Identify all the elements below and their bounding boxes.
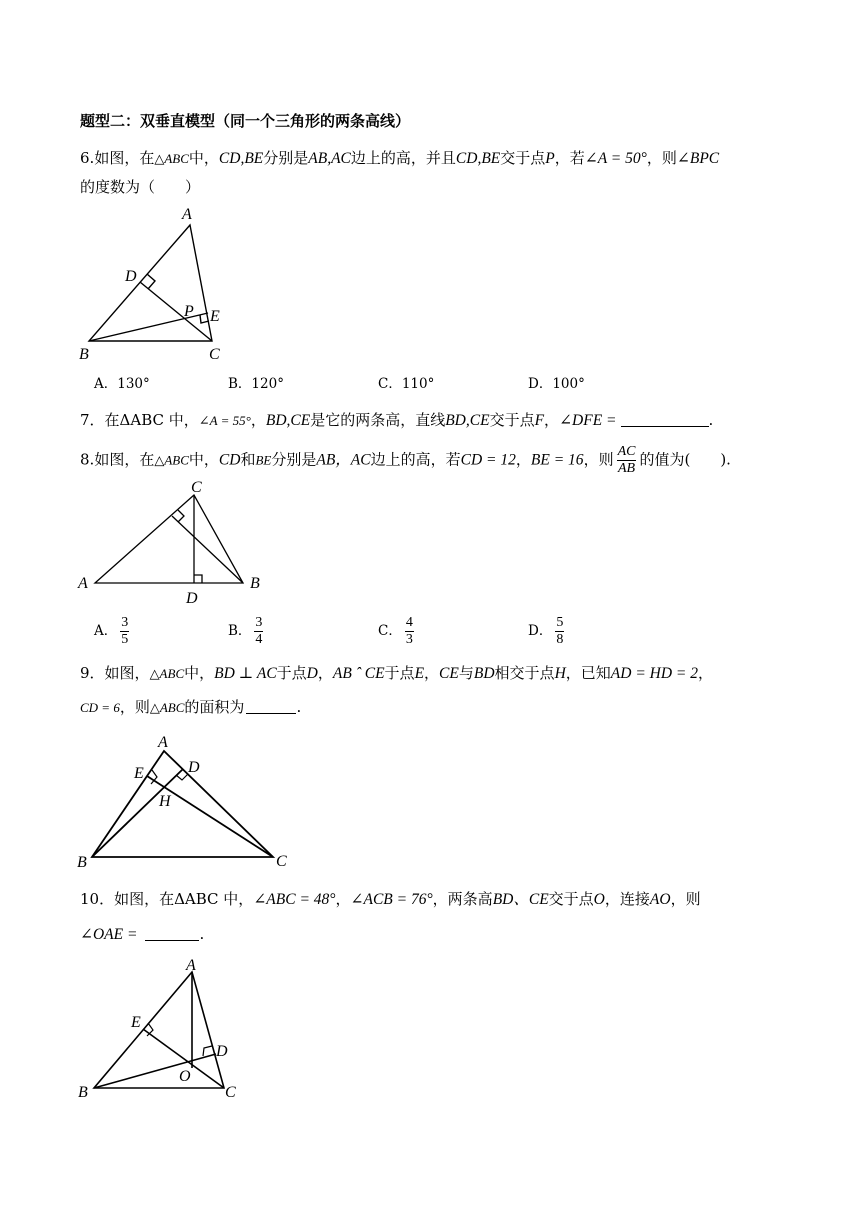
q6-number: 6. (80, 149, 95, 167)
q6-option-c[interactable]: C．110° (378, 376, 435, 392)
q10-text: ，两条高 (432, 890, 493, 908)
q9-math: CE (439, 665, 459, 682)
q10-math: BD、CE (492, 891, 549, 908)
q7-asked-angle: ∠DFE = (559, 412, 617, 429)
q10-end: . (199, 925, 205, 943)
q8-math: AB，AC (316, 451, 371, 469)
q8-text: 如图，在 (94, 450, 155, 469)
q7-number: 7． (80, 411, 105, 429)
q6-text: 交于点 (500, 149, 546, 167)
q9-text: ， (698, 664, 714, 682)
q8-option-c-label: C． (378, 623, 402, 639)
fig10-label-d: D (216, 1043, 228, 1060)
fig8-label-b: B (250, 575, 260, 592)
q10-math: AO (649, 891, 671, 908)
q6-triangle: △ABC (154, 151, 189, 166)
q10-condition-acb: ∠ACB = 76° (350, 891, 433, 908)
q9-triangle: △ABC (149, 666, 185, 681)
q6-math: AB,AC (308, 150, 351, 167)
q9-triangle: △ABC (149, 700, 185, 715)
q9-text: ， (317, 664, 333, 682)
q9-text: 于点 (276, 664, 307, 682)
q7-text: ， (250, 411, 266, 429)
fig8-label-a: A (78, 575, 88, 592)
q8-condition-be: BE = 16 (530, 451, 584, 469)
q10-math: O (593, 891, 605, 908)
q8-text: 中， (188, 450, 219, 469)
q8-math: BE (255, 452, 272, 468)
fig10-label-e: E (131, 1014, 141, 1031)
q9-text: ， (424, 664, 440, 682)
q6-text: 中， (188, 149, 219, 167)
q9-end: . (296, 698, 302, 716)
q9-math: E (414, 665, 425, 682)
fig8-label-c: C (191, 479, 202, 496)
q10-condition-abc: ∠ABC = 48° (253, 891, 336, 908)
q10-text: ，则 (670, 890, 701, 908)
q8-text: 边上的高，若 (370, 450, 461, 469)
q9-text: 相交于点 (494, 664, 555, 682)
q6-math: CD,BE (455, 150, 501, 167)
q8-text: ，则 (583, 450, 614, 469)
fig10-right-angle-d (203, 1046, 212, 1056)
q8-option-d-den: 8 (556, 632, 564, 647)
q8-text: 的值为( ). (639, 450, 731, 469)
q8-ratio-denominator: AB (617, 461, 636, 476)
q9-perp-bd: BD ⊥ AC (214, 665, 277, 682)
q8-option-c-den: 3 (405, 632, 413, 647)
q8-option-d-num: 5 (556, 615, 564, 630)
fig9-label-d: D (188, 759, 200, 776)
fig8-label-d: D (186, 590, 198, 607)
q7-text: 交于点 (489, 411, 535, 429)
fig6-label-p: P (184, 303, 194, 320)
q6-asked-angle: ∠BPC (676, 150, 720, 167)
fig9-label-c: C (276, 853, 287, 870)
q9-number: 9． (80, 664, 105, 682)
q6-option-a[interactable]: A．130° (94, 376, 150, 392)
fig10-label-c: C (225, 1084, 236, 1101)
fig6-label-d: D (125, 268, 137, 285)
q8-text: 分别是 (271, 450, 317, 469)
q8-text: ， (515, 450, 531, 469)
q9-text: 的面积为 (184, 698, 245, 716)
q6-text: 如图，在 (94, 149, 155, 167)
fig6-label-c: C (209, 346, 220, 363)
fig6-label-b: B (79, 346, 89, 363)
q7-math: BD,CE (445, 412, 490, 429)
q8-text: 和 (240, 450, 256, 469)
q9-text: 如图， (104, 664, 150, 682)
q9-condition: AD = HD = 2 (610, 665, 698, 682)
question-6-line-2: 的度数为（ ） (80, 178, 201, 196)
q9-text: 于点 (384, 664, 415, 682)
q7-condition: ∠A = 55° (198, 413, 251, 428)
fig10-label-a: A (186, 957, 196, 974)
q8-option-c-num: 4 (405, 615, 413, 630)
fig9-label-b: B (77, 854, 87, 871)
q8-number: 8. (80, 450, 95, 469)
q6-math: CD,BE (218, 150, 264, 167)
q9-text: 中， (184, 664, 215, 682)
q8-option-b-num: 3 (255, 615, 263, 630)
section-title: 题型二：双垂直模型（同一个三角形的两条高线） (80, 112, 411, 130)
q8-option-d-label: D． (528, 623, 553, 639)
q10-text: ．如图，在ΔABC 中， (99, 890, 254, 908)
q7-math: BD,CE (265, 412, 311, 429)
q7-end: . (708, 411, 714, 429)
q8-option-a-num: 3 (121, 615, 129, 630)
q6-math: P (545, 150, 555, 167)
fig6-label-a: A (182, 206, 192, 223)
q6-text: ，若 (554, 149, 585, 167)
q7-math: F (534, 412, 545, 429)
q10-text: 交于点 (548, 890, 594, 908)
q10-text: ，连接 (604, 890, 650, 908)
q9-text: ，已知 (565, 664, 611, 682)
q9-condition-cd: CD = 6 (80, 700, 120, 715)
q8-option-a-label: A． (94, 623, 118, 639)
q8-condition-cd: CD = 12 (460, 451, 516, 469)
q8-math: CD (218, 451, 241, 469)
q9-text: 与 (458, 664, 474, 682)
fig10-altitude-bd (94, 1054, 216, 1088)
q8-option-b-label: B． (228, 623, 252, 639)
q9-math: BD (473, 665, 495, 682)
q6-text: 边上的高，并且 (350, 149, 456, 167)
fig10-label-b: B (78, 1084, 88, 1101)
q9-math: D (306, 665, 318, 682)
fig9-label-a: A (158, 734, 168, 751)
q10-asked-angle: ∠OAE = (80, 926, 138, 943)
fig9-label-h: H (159, 793, 171, 810)
q9-math: H (554, 665, 566, 682)
q8-ratio-numerator: AC (617, 444, 636, 459)
q10-text: ， (335, 890, 351, 908)
q8-option-a-den: 5 (121, 632, 129, 647)
fig9-label-e: E (134, 765, 144, 782)
q6-condition: ∠A = 50° (584, 150, 647, 167)
q7-text: 在ΔABC 中， (104, 411, 199, 429)
q7-text: 是它的两条高，直线 (310, 411, 446, 429)
q9-perp-ce: AB ˆ CE (332, 665, 385, 682)
fig6-label-e: E (210, 308, 220, 325)
q9-text: ，则 (119, 698, 150, 716)
q10-number: 10 (80, 890, 100, 908)
q8-triangle: △ABC (154, 452, 189, 468)
q8-option-b-den: 4 (255, 632, 263, 647)
q7-text: ， (544, 411, 560, 429)
q6-option-b[interactable]: B．120° (228, 376, 284, 392)
fig10-label-o: O (179, 1068, 191, 1085)
q6-option-d[interactable]: D．100° (528, 376, 585, 392)
q6-text: ，则 (646, 149, 677, 167)
q6-text: 分别是 (263, 149, 309, 167)
